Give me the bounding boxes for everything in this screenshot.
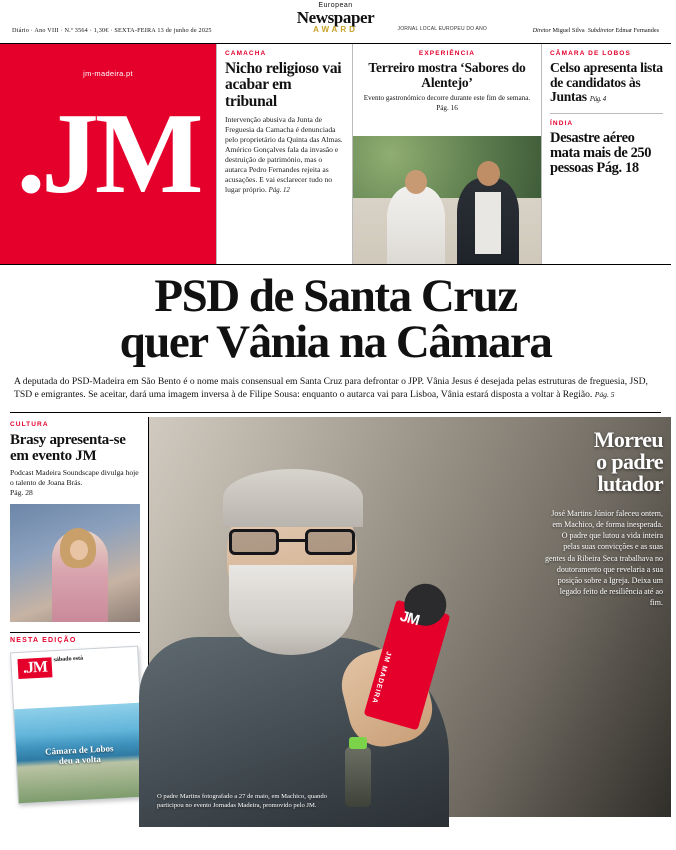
story-experiencia[interactable]: [352, 44, 541, 264]
headline-camara-lobos[interactable]: [550, 61, 663, 105]
kicker-cultura: CULTURA: [10, 420, 49, 428]
mini-cover-header: [11, 647, 140, 711]
mini-cover-logo: .JM: [17, 657, 52, 679]
photo-credit: FOTO MARCO SOUSA: [670, 713, 676, 773]
culture-column: [0, 417, 148, 817]
feature-photo-glasses: [229, 529, 355, 555]
mini-cover-text: sábado està: [53, 655, 84, 663]
body-experiencia-text: Evento gastronómico decorre durante este fim de semana.: [363, 94, 531, 103]
edition-box: [10, 632, 140, 801]
page-ref-experiencia: Pág. 16: [436, 103, 458, 112]
story-column-right: [541, 44, 671, 264]
photo-brasy: [10, 504, 140, 622]
glasses-lens-right: [305, 529, 355, 555]
kicker-camara-lobos: CÂMARA DE LOBOS: [550, 50, 631, 57]
feature-photo-hair: [223, 469, 363, 527]
headline-camacha[interactable]: Nicho religioso vai acabar em tribunal: [225, 60, 342, 110]
mini-cover-boat: [36, 824, 66, 836]
award-badge: [297, 2, 375, 34]
main-story-headline[interactable]: [0, 265, 671, 369]
headline-india-text: Desastre aéreo mata mais de 250 pessoas: [550, 129, 652, 177]
main-story-lead-text: A deputada do PSD-Madeira em São Bento é o nome mais consensual em Santa Cruz para defrontar o JPP. Vânia Jesus é desejada pelas estruturas de freguesia, JSD, TSD e emigrantes. Se aceitar, dará uma imagem inversa à de Filipe Sousa: enquanto o autarca vai para Lisboa, Vânia estará disposta a voltar à Região.: [14, 376, 648, 401]
headline-experiencia[interactable]: Terreiro mostra ‘Sabores do Alentejo’: [368, 60, 526, 90]
microphone-label: JM MADEIRA: [370, 649, 392, 705]
page-ref-camara-lobos: Pág. 4: [589, 96, 606, 104]
page-ref-camacha: Pág. 12: [268, 187, 290, 195]
body-experiencia: [361, 94, 533, 113]
jm-logo: .JM: [16, 90, 200, 217]
feature-story[interactable]: [148, 417, 676, 817]
award-line-european: European: [318, 2, 353, 9]
award-subtitle: JORNAL LOCAL EUROPEU DO ANO: [397, 26, 487, 32]
page-ref-cultura: Pág. 28: [10, 487, 33, 497]
feature-caption: O padre Martins fotografado a 27 de maio, em Machico, quando participou no evento Jornadas Madeira, promovido pelo JM.: [157, 792, 327, 809]
page-ref-india: Pág. 18: [596, 160, 639, 177]
logo-block[interactable]: [0, 44, 216, 264]
kicker-experiencia: EXPERIÊNCIA: [418, 50, 476, 57]
glasses-bridge: [279, 539, 305, 542]
body-camacha-text: Intervenção abusiva da Junta de Freguesia da Camacha é denunciada pelo proprietário da Quinta das Almas. Américo Gonçalves fala da invasão e destruição de património, mas o autarca Pedro Fernandes rejeita as acusações. E vai esclarecer tudo no lugar próprio.: [225, 115, 343, 195]
divider-main: [10, 412, 661, 413]
mini-cover-caption-line2: deu a volta: [58, 753, 102, 766]
edition-mini-cover[interactable]: [10, 645, 146, 803]
feature-headline-line2: o padre: [596, 449, 663, 474]
bottle-cap: [349, 737, 367, 749]
feature-photo-beard: [229, 565, 353, 655]
website-url[interactable]: jm-madeira.pt: [83, 69, 133, 78]
director-name: Miguel Silva: [552, 27, 585, 34]
director-info: [533, 27, 659, 34]
mini-cover-caption-line1: Câmara de Lobos: [44, 742, 114, 757]
award-line-award: AWARD: [313, 25, 358, 34]
body-camacha: [225, 115, 344, 196]
photo-person-right-head: [477, 161, 500, 186]
headline-camara-lobos-text: Celso apresenta lista de candidatos às Juntas: [550, 60, 663, 105]
feature-headline-block: [545, 426, 663, 609]
divider: [550, 113, 663, 114]
glasses-lens-left: [229, 529, 279, 555]
main-headline-line1: PSD de Santa Cruz: [154, 270, 517, 322]
edition-box-title: NESTA EDIÇÃO: [10, 636, 77, 644]
feature-headline-line3: lutador: [597, 471, 663, 497]
feature-headline-line1: Morreu: [593, 426, 663, 452]
water-bottle: [345, 747, 371, 807]
award-line-newspaper: Newspaper: [296, 8, 375, 27]
main-story-lead: [0, 365, 671, 409]
kicker-india: ÍNDIA: [550, 119, 574, 127]
headline-cultura[interactable]: Brasy apresenta-se em evento JM: [10, 431, 126, 464]
photo-brasy-face: [70, 540, 88, 560]
main-headline-line2: quer Vânia na Câmara: [119, 316, 552, 369]
body-cultura: [10, 468, 140, 498]
story-camacha[interactable]: [216, 44, 352, 264]
page-ref-main: Pág. 5: [594, 390, 615, 400]
feature-body: José Martins Júnior faleceu ontem, em Machico, de forma inesperada. O padre que lutou a vida inteira pelas suas convicções e as suas gentes da Ribeira Seca trabalhava no doutoramento que revelaria a sua posição sobre a Igreja. Deixa um legado feito de resiliência até ao fim.: [545, 508, 663, 608]
photo-experiencia: [353, 136, 541, 264]
edition-info: Diário · Ano VIII · N.º 3564 · 1,30€ · SEXTA-FEIRA 13 de junho de 2025: [12, 27, 212, 34]
director-label: Diretor: [532, 27, 551, 34]
headline-india[interactable]: [550, 131, 663, 177]
bottom-section: [0, 417, 676, 817]
kicker-camacha: CAMACHA: [225, 50, 267, 57]
photo-person-left: [387, 186, 445, 264]
photo-person-right-shirt: [475, 192, 501, 254]
body-cultura-text: Podcast Madeira Soundscape divulga hoje o talento de Joana Brás.: [10, 467, 139, 487]
photo-person-left-head: [405, 170, 427, 194]
microphone-logo: JM: [397, 607, 421, 629]
subdirector-label: Subdiretor: [587, 27, 614, 34]
top-stories-grid: [0, 44, 671, 265]
subdirector-name: Edmar Fernandes: [615, 27, 659, 34]
masthead-bar: [0, 0, 671, 44]
